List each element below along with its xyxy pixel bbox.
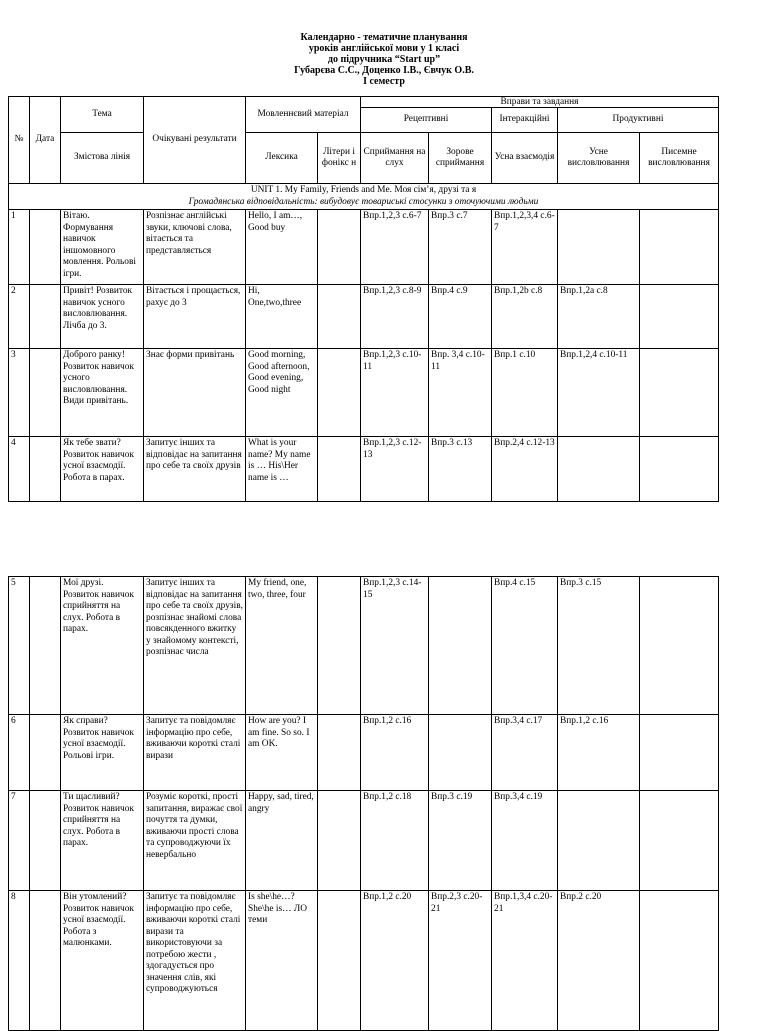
table-row [9, 437, 719, 502]
row-interaction: Впр.1 с.10 [492, 349, 558, 437]
header-date: Дата [30, 97, 61, 184]
table-row [9, 577, 719, 715]
row-letters [318, 437, 361, 502]
header-lexics: Лексика [246, 133, 318, 184]
row-results: Запитує та повідомляє інформацію про себе, вживаючи короткі сталі вирази [144, 715, 246, 791]
row-reading: Впр.3 с.13 [429, 437, 492, 502]
row-date [30, 437, 61, 502]
header-num: № [9, 97, 30, 184]
row-results: Запитує та повідомляє інформацію про себе, вживаючи короткі сталі вирази та використовуючи за потребою жести , здогадується про значення слів, які супроводжуються [144, 891, 246, 1031]
header-speech-material: Мовленнєвий матеріал [246, 97, 361, 133]
row-interaction: Впр.1,2,3,4 с.6-7 [492, 210, 558, 285]
row-written [640, 891, 719, 1031]
row-lexics: Is she\he…? She\he is… ЛО теми [246, 891, 318, 1031]
row-interaction: Впр.2,4 с.12-13 [492, 437, 558, 502]
row-num: 8 [9, 891, 30, 1031]
row-lexics: Hi, One,two,three [246, 285, 318, 349]
row-listening: Впр.1,2,3 с.12-13 [361, 437, 429, 502]
plan-table-page-2 [8, 576, 719, 1031]
header-written-speech: Писемне висловлювання [640, 133, 719, 184]
row-topic: Як справи? Розвиток навичок усної взаємодії. Рольові ігри. [61, 715, 144, 791]
row-lexics: What is your name? My name is … His\Her name is … [246, 437, 318, 502]
row-date [30, 285, 61, 349]
row-listening: Впр.1,2,3 с.10-11 [361, 349, 429, 437]
row-lexics: Good morning, Good afternoon, Good evening, Good night [246, 349, 318, 437]
title-line-3: до підручника “Start up” [327, 54, 441, 65]
plan-table-page-1 [8, 96, 719, 502]
header-productive: Продуктивні [558, 108, 719, 133]
row-reading [429, 715, 492, 791]
row-oral: Впр.3 с.15 [558, 577, 640, 715]
header-letters: Літери і фонікс н [318, 133, 361, 184]
row-listening: Впр.1,2,3 с.14-15 [361, 577, 429, 715]
row-reading: Впр.2,3 с.20-21 [429, 891, 492, 1031]
row-results: Запитує інших та відповідає на запитання про себе та своїх друзів, розпізнає знайомі слова повсякденного вжитку у знайомому контексті, розпізнає числа [144, 577, 246, 715]
row-interaction: Впр.1,2b с.8 [492, 285, 558, 349]
row-num: 2 [9, 285, 30, 349]
row-lexics: Hello, I am…, Good buy [246, 210, 318, 285]
row-listening: Впр.1,2 с.20 [361, 891, 429, 1031]
header-receptive: Рецептивні [361, 108, 492, 133]
header-reading: Зорове сприймання [429, 133, 492, 184]
row-letters [318, 285, 361, 349]
row-listening: Впр.1,2 с.18 [361, 791, 429, 891]
table-row [9, 891, 719, 1031]
row-written [640, 791, 719, 891]
title-line-5: І семестр [363, 76, 405, 87]
row-date [30, 349, 61, 437]
row-topic: Він утомлений? Розвиток навичок усної взаємодії. Робота з малюнками. [61, 891, 144, 1031]
document-title [0, 32, 768, 87]
row-written [640, 349, 719, 437]
row-num: 5 [9, 577, 30, 715]
header-oral-speech: Усне висловлювання [558, 133, 640, 184]
header-interactive: Інтеракційні [492, 108, 558, 133]
row-date [30, 210, 61, 285]
row-date [30, 577, 61, 715]
row-results: Запитує інших та відповідає на запитання про себе та своїх друзів [144, 437, 246, 502]
row-reading [429, 577, 492, 715]
table-row [9, 210, 719, 285]
row-topic: Як тебе звати? Розвиток навичок усної взаємодії. Робота в парах. [61, 437, 144, 502]
row-written [640, 715, 719, 791]
row-letters [318, 210, 361, 285]
row-reading: Впр.3 с.19 [429, 791, 492, 891]
row-interaction: Впр.1,3,4 с.20-21 [492, 891, 558, 1031]
header-oral-interaction: Усна взаємодія [492, 133, 558, 184]
row-written [640, 285, 719, 349]
header-tema: Тема [61, 97, 144, 133]
table-row [9, 285, 719, 349]
row-letters [318, 791, 361, 891]
row-interaction: Впр.3,4 с.17 [492, 715, 558, 791]
row-num: 4 [9, 437, 30, 502]
row-topic: Доброго ранку! Розвиток навичок усного висловлювання. Види привітань. [61, 349, 144, 437]
header-zmist: Змістова лінія [61, 133, 144, 184]
row-written [640, 577, 719, 715]
row-results: Вітається і прощається, рахує до 3 [144, 285, 246, 349]
table-row [9, 715, 719, 791]
row-interaction: Впр.3,4 с.19 [492, 791, 558, 891]
row-listening: Впр.1,2,3 с.6-7 [361, 210, 429, 285]
header-listening: Сприймання на слух [361, 133, 429, 184]
title-line-4: Губарєва С.С., Доценко І.В., Євчук О.В. [294, 65, 474, 76]
row-topic: Вітаю. Формування навичок іншомовного мовлення. Рольові ігри. [61, 210, 144, 285]
row-lexics: Happy, sad, tired, angry [246, 791, 318, 891]
row-results: Розпізнає англійські звуки, ключові слова, вітається та представляється [144, 210, 246, 285]
row-listening: Впр.1,2 с.16 [361, 715, 429, 791]
unit-heading [9, 184, 719, 210]
row-num: 3 [9, 349, 30, 437]
row-date [30, 891, 61, 1031]
row-num: 7 [9, 791, 30, 891]
row-oral [558, 437, 640, 502]
row-results: Розуміє короткі, прості запитання, виражає свої почуття та думки, вживаючи прості слова та супроводжуючи їх невербально [144, 791, 246, 891]
unit-title: UNIT 1. My Family, Friends and Me. Моя сім’я, друзі та я [250, 185, 477, 195]
row-oral: Впр.1,2,4 с.10-11 [558, 349, 640, 437]
row-written [640, 210, 719, 285]
row-reading: Впр.3 с.7 [429, 210, 492, 285]
row-oral: Впр.2 с.20 [558, 891, 640, 1031]
row-reading: Впр. 3,4 с.10-11 [429, 349, 492, 437]
row-num: 1 [9, 210, 30, 285]
row-letters [318, 891, 361, 1031]
row-interaction: Впр.4 с.15 [492, 577, 558, 715]
row-listening: Впр.1,2,3 с.8-9 [361, 285, 429, 349]
row-letters [318, 715, 361, 791]
row-date [30, 715, 61, 791]
row-oral [558, 210, 640, 285]
row-letters [318, 577, 361, 715]
row-results: Знає форми привітань [144, 349, 246, 437]
row-oral: Впр.1,2 с.16 [558, 715, 640, 791]
title-line-1: Календарно - тематичне планування [300, 32, 468, 43]
header-exercises: Вправи та завдання [361, 97, 719, 108]
table-row [9, 349, 719, 437]
row-reading: Впр.4 с.9 [429, 285, 492, 349]
unit-subtitle: Громадянська відповідальність: вибудовує товариські стосунки з оточуючими людьми [188, 196, 539, 207]
row-oral [558, 791, 640, 891]
row-num: 6 [9, 715, 30, 791]
title-line-2: уроків англійської мови у 1 класі [308, 43, 460, 54]
table-row [9, 791, 719, 891]
row-lexics: My friend, one, two, three, four [246, 577, 318, 715]
header-results: Очікувані результати [144, 97, 246, 184]
row-topic: Ти щасливий? Розвиток навичок сприйняття на слух. Робота в парах. [61, 791, 144, 891]
row-date [30, 791, 61, 891]
row-topic: Привіт! Розвиток навичок усного висловлювання. Лічба до 3. [61, 285, 144, 349]
row-topic: Мої друзі. Розвиток навичок сприйняття на слух. Робота в парах. [61, 577, 144, 715]
row-letters [318, 349, 361, 437]
row-lexics: How are you? I am fine. So so. I am OK. [246, 715, 318, 791]
row-written [640, 437, 719, 502]
row-oral: Впр.1,2a с.8 [558, 285, 640, 349]
